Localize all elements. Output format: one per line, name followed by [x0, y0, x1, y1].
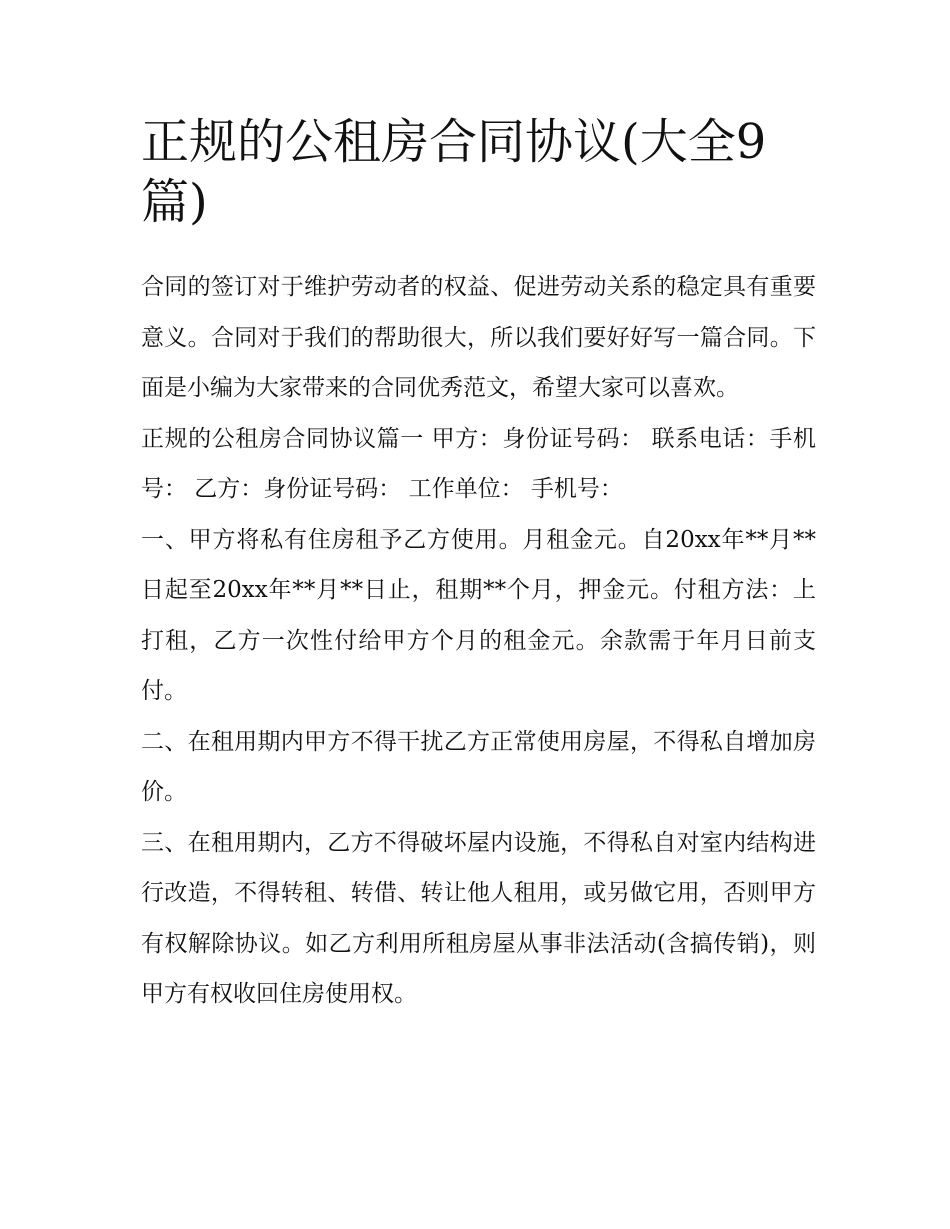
- paragraph-clause-1: 一、甲方将私有住房租予乙方使用。月租金元。自20xx年**月**日起至20xx年**月**日止，租期**个月，押金元。付租方法：上打租，乙方一次性付给甲方个月的租金元。余款需于年月日前支付。: [141, 526, 816, 704]
- paragraph-clause-3: 三、在租用期内，乙方不得破坏屋内设施，不得私自对室内结构进行改造，不得转租、转借、转让他人租用，或另做它用，否则甲方有权解除协议。如乙方利用所租房屋从事非法活动(含搞传销)，则甲方有权收回住房使用权。: [141, 829, 816, 1007]
- paragraph-parties: 正规的公租房合同协议篇一 甲方：身份证号码： 联系电话：手机号： 乙方：身份证号码： 工作单位： 手机号：: [141, 425, 816, 502]
- paragraph-clause-2: 二、在租用期内甲方不得干扰乙方正常使用房屋，不得私自增加房价。: [141, 728, 816, 805]
- document-body: [141, 112, 816, 1020]
- paragraph-intro: 合同的签订对于维护劳动者的权益、促进劳动关系的稳定具有重要意义。合同对于我们的帮助很大，所以我们要好好写一篇合同。下面是小编为大家带来的合同优秀范文，希望大家可以喜欢。: [141, 274, 816, 401]
- document-title: 正规的公租房合同协议(大全9篇): [141, 114, 767, 230]
